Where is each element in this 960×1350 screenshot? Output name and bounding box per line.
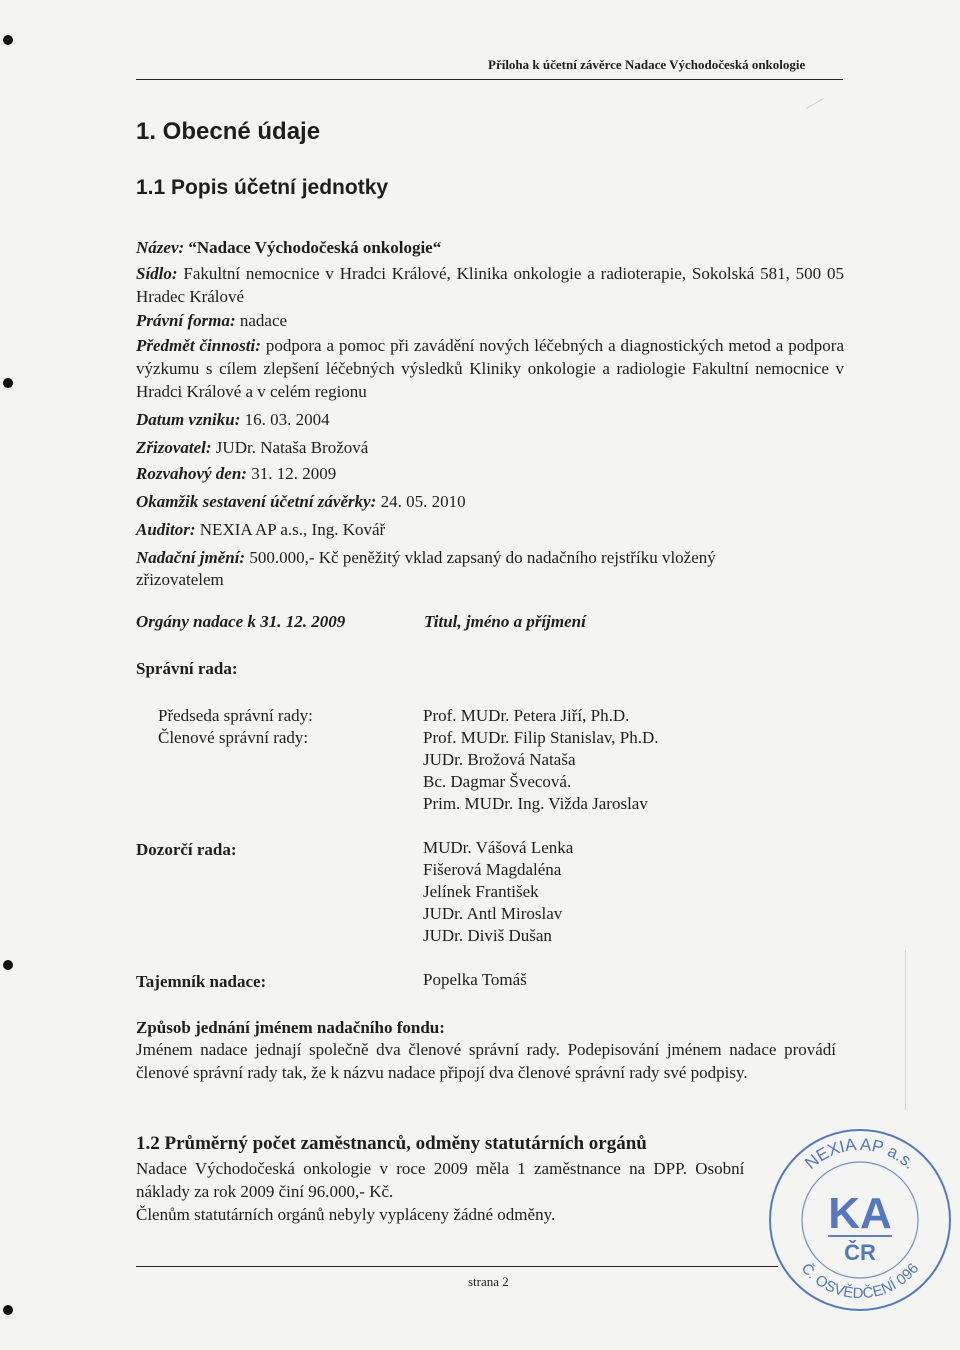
section-1-2-line: Členům statutárních orgánů nebyly vypláceny žádné odměny. — [136, 1205, 556, 1224]
field-auditor — [136, 518, 385, 541]
spravni-rada-member: Bc. Dagmar Švecová. — [423, 772, 572, 791]
stamp-center-bottom: ČR — [844, 1240, 876, 1265]
field-label: Okamžik sestavení účetní závěrky: — [136, 492, 377, 511]
section-heading-1-1: 1.1 Popis účetní jednotky — [136, 176, 389, 199]
field-value: 24. 05. 2010 — [380, 492, 466, 511]
field-value: JUDr. Nataša Brožová — [215, 438, 369, 457]
field-value: 16. 03. 2004 — [244, 410, 330, 429]
spravni-rada-role-chair: Předseda správní rady: — [158, 706, 313, 725]
field-rozvahovy-den — [136, 462, 336, 485]
field-label: Zřizovatel: — [136, 438, 212, 457]
spravni-rada-member: Prim. MUDr. Ing. Vižda Jaroslav — [423, 794, 648, 813]
field-nadacni-jmeni — [136, 546, 716, 569]
field-value: Fakultní nemocnice v Hradci Králové, Klinika onkologie a radioterapie, Sokolská 581, 500 05 Hradec Králové — [136, 264, 845, 306]
dozorci-rada-title: Dozorčí rada: — [136, 840, 237, 859]
binder-hole-top — [3, 35, 13, 45]
field-predmet — [136, 334, 844, 403]
field-label: Auditor: — [136, 520, 196, 539]
field-value: nadace — [239, 311, 288, 330]
stamp-center-top: KA — [828, 1189, 892, 1238]
spravni-rada-member: Prof. MUDr. Petera Jiří, Ph.D. — [423, 706, 630, 725]
field-okamzik-sestaveni — [136, 490, 466, 513]
spravni-rada-member: JUDr. Brožová Nataša — [423, 750, 576, 769]
section-heading-1: 1. Obecné údaje — [136, 118, 321, 145]
organs-column-header: Orgány nadace k 31. 12. 2009 — [136, 612, 346, 631]
field-value: 31. 12. 2009 — [251, 464, 337, 483]
zpusob-jednani-text: Jménem nadace jednají společně dva členové správní rady. Podepisování jménem nadace provádí členové správní rady tak, že k názvu nadace připojí dva členové správní rady své podpisy. — [136, 1040, 836, 1082]
section-heading-1-2: 1.2 Průměrný počet zaměstnanců, odměny statutárních orgánů — [136, 1133, 647, 1154]
scan-artifact — [905, 950, 907, 1110]
field-label: Rozvahový den: — [136, 464, 247, 483]
field-label: Předmět činnosti: — [136, 336, 261, 355]
spravni-rada-title: Správní rada: — [136, 659, 238, 678]
field-label: Název: — [136, 238, 185, 257]
field-value: “Nadace Východočeská onkologie“ — [188, 238, 442, 257]
field-label: Nadační jmění: — [136, 548, 246, 567]
field-label: Právní forma: — [136, 311, 236, 330]
dozorci-rada-member: MUDr. Vášová Lenka — [423, 838, 574, 857]
scan-artifact — [806, 98, 824, 110]
page-header: Příloha k účetní závěrce Nadace Východočeská onkologie — [488, 57, 806, 72]
zpusob-jednani-heading: Způsob jednání jménem nadačního fondu: — [136, 1018, 445, 1037]
field-value: 500.000,- Kč peněžitý vklad zapsaný do nadačního rejstříku vložený — [249, 548, 716, 567]
field-label: Datum vzniku: — [136, 410, 241, 429]
field-zrizovatel — [136, 436, 368, 459]
names-column-header: Titul, jméno a příjmení — [424, 612, 586, 631]
field-label: Sídlo: — [136, 264, 178, 283]
dozorci-rada-member: JUDr. Diviš Dušan — [423, 926, 552, 945]
page-number: strana 2 — [468, 1274, 509, 1289]
field-nazev — [136, 236, 441, 259]
binder-hole-bottom — [3, 1305, 13, 1315]
tajemnik-name: Popelka Tomáš — [423, 970, 527, 989]
spravni-rada-member: Prof. MUDr. Filip Stanislav, Ph.D. — [423, 728, 659, 747]
tajemnik-title: Tajemník nadace: — [136, 972, 267, 991]
section-1-2-line: náklady za rok 2009 činí 96.000,- Kč. — [136, 1182, 394, 1201]
binder-hole-lower — [3, 960, 13, 970]
field-nadacni-jmeni-cont: zřizovatelem — [136, 570, 224, 589]
footer-rule — [136, 1266, 778, 1267]
stamp-bottom-text: Č. OSVĚDČENÍ 096 — [797, 1260, 923, 1303]
field-value: NEXIA AP a.s., Ing. Kovář — [199, 520, 386, 539]
field-datum-vzniku — [136, 408, 330, 431]
dozorci-rada-member: JUDr. Antl Miroslav — [423, 904, 563, 923]
dozorci-rada-member: Fišerová Magdaléna — [423, 860, 562, 879]
binder-hole-upper — [3, 378, 13, 388]
header-rule — [136, 79, 843, 80]
auditor-stamp — [760, 1120, 960, 1320]
field-value: podpora a pomoc při zavádění nových léčebných a diagnostických metod a podpora výzkumu s cílem zlepšení léčebných výsledků Kliniky onkologie a radiologie Fakultní nemocnice v Hradci Králové a v celém regionu — [136, 336, 844, 401]
dozorci-rada-member: Jelínek František — [423, 882, 539, 901]
section-1-2-line: Nadace Východočeská onkologie v roce 2009 měla 1 zaměstnance na DPP. Osobní — [136, 1159, 745, 1178]
field-sidlo — [136, 262, 844, 308]
stamp-top-text: NEXIA AP a.s. — [801, 1134, 920, 1173]
spravni-rada-role-members: Členové správní rady: — [158, 728, 309, 747]
field-pravni-forma — [136, 309, 287, 332]
